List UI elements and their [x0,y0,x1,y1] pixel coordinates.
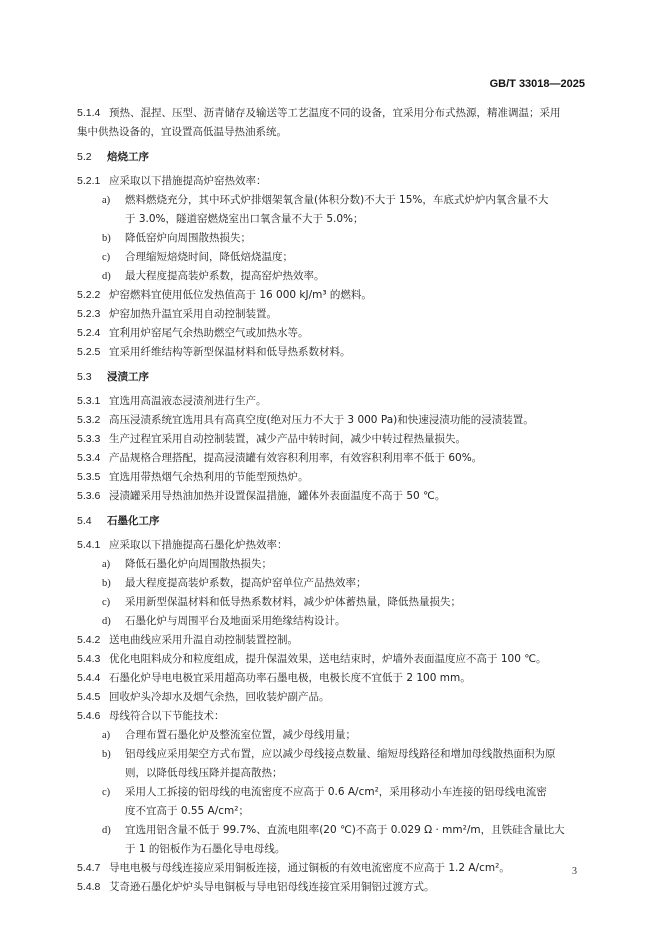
list-text: 最大程度提高装炉系数，提高炉窑单位产品热效率； [125,577,367,589]
clause-5-4-1 [77,536,597,555]
document-body [77,104,597,897]
clause-number: 5.4.2 [77,634,101,646]
list-text: 燃料燃烧充分，其中环式炉排烟架氧含量(体积分数)不大于 15%，车底式炉炉内氧含量不大 [125,194,549,206]
list-item-b [77,229,597,248]
list-item-d [77,821,597,840]
clause-number: 5.2.1 [77,175,101,187]
clause-5-3-2 [77,411,597,430]
list-marker: d) [102,616,111,627]
list-marker: a) [102,730,111,741]
list-text-continued: 于 3.0%，隧道窑燃烧室出口氧含量不大于 5.0%； [125,213,364,225]
list-item-b [77,745,597,764]
list-marker: d) [102,825,111,836]
list-text: 石墨化炉与周围平台及地面采用绝缘结构设计。 [125,615,346,627]
clause-text: 导电电极与母线连接应采用铜板连接，通过铜板的有效电流密度不应高于 1.2 A/cm²。 [109,862,510,874]
clause-5-3-4 [77,449,597,468]
clause-text: 产品规格合理搭配，提高浸渍罐有效容积利用率，有效容积利用率不低于 60%。 [109,452,483,464]
clause-text: 炉窑燃料宜使用低位发热值高于 16 000 kJ/m³ 的燃料。 [109,289,372,301]
clause-text: 应采取以下措施提高炉窑热效率： [109,175,267,187]
list-text: 合理缩短焙烧时间，降低焙烧温度； [125,251,293,263]
section-title: 浸渍工序 [107,371,149,383]
clause-5-3-3 [77,430,597,449]
clause-5-2-4 [77,324,597,343]
clause-text: 宜选用带热烟气余热利用的节能型预热炉。 [109,471,309,483]
clause-text: 石墨化炉导电电极宜采用超高功率石墨电极，电极长度不宜低于 2 100 mm。 [109,672,471,684]
clause-text: 宜选用高温液态浸渍剂进行生产。 [109,395,267,407]
clause-5-2-5 [77,343,597,362]
list-marker: a) [102,195,111,206]
section-heading-5-4 [77,512,597,531]
section-heading-5-3 [77,368,597,387]
section-title: 焙烧工序 [107,151,149,163]
clause-number: 5.4.3 [77,653,101,665]
clause-text: 高压浸渍系统宜选用具有高真空度(绝对压力不大于 3 000 Pa)和快速浸渍功能的浸渍装置。 [109,414,534,426]
list-item-d [77,267,597,286]
clause-text: 回收炉头冷却水及烟气余热，回收装炉副产品。 [109,691,330,703]
clause-5-4-4 [77,669,597,688]
clause-text: 炉窑加热升温宜采用自动控制装置。 [109,308,277,320]
clause-text: 应采取以下措施提高石墨化炉热效率： [109,539,288,551]
page-number: 3 [572,866,577,877]
list-item-d [77,612,597,631]
clause-5-4-8 [77,878,597,897]
clause-text: 浸渍罐采用导热油加热并设置保温措施，罐体外表面温度不高于 50 ℃。 [109,490,446,502]
list-text-continued: 于 1 的铝板作为石墨化导电母线。 [125,843,286,855]
list-marker: c) [102,252,111,263]
clause-number: 5.3.5 [77,471,101,483]
clause-number: 5.4.7 [77,862,101,874]
clause-number: 5.3.4 [77,452,101,464]
list-item-a [77,191,597,210]
clause-5-3-1 [77,392,597,411]
clause-number: 5.4.5 [77,691,101,703]
clause-number: 5.3.1 [77,395,101,407]
clause-number: 5.1.4 [77,107,101,119]
clause-5-4-7 [77,859,597,878]
list-item-c [77,783,597,802]
clause-number: 5.4.1 [77,539,101,551]
list-item-c [77,593,597,612]
list-text: 采用人工拆接的铝母线的电流密度不应高于 0.6 A/cm²，采用移动小车连接的铝母线电流密 [125,786,547,798]
list-text: 降低窑炉向周围散热损失； [125,232,251,244]
clause-text: 宜采用纤维结构等新型保温材料和低导热系数材料。 [109,346,351,358]
clause-text: 优化电阻料成分和粒度组成，提升保温效果，送电结束时，炉墙外表面温度应不高于 100 ℃。 [109,653,547,665]
list-text: 铝母线应采用架空方式布置，应以减少母线接点数量、缩短母线路径和增加母线散热面积为原 [125,748,556,760]
clause-5-3-6 [77,487,597,506]
clause-text-continued: 集中供热设备的，宜设置高低温导热油系统。 [77,126,287,138]
clause-5-1-4 [77,104,597,123]
clause-number: 5.2.2 [77,289,101,301]
clause-text: 生产过程宜采用自动控制装置，减少产品中转时间，减少中转过程热量损失。 [109,433,466,445]
clause-number: 5.2.4 [77,327,101,339]
list-text-continued: 度不宜高于 0.55 A/cm²； [125,805,249,817]
list-text: 宜选用铝含量不低于 99.7%、直流电阻率(20 ℃)不高于 0.029 Ω · mm²/m，且铁硅含量比大 [125,824,565,836]
section-number: 5.2 [77,151,92,163]
clause-number: 5.4.4 [77,672,101,684]
list-text: 降低石墨化炉向周围散热损失； [125,558,272,570]
clause-5-3-5 [77,468,597,487]
section-number: 5.3 [77,371,92,383]
clause-number: 5.2.5 [77,346,101,358]
section-heading-5-2 [77,148,597,167]
clause-5-4-5 [77,688,597,707]
list-marker: b) [102,578,111,589]
clause-number: 5.3.2 [77,414,101,426]
clause-text: 母线符合以下节能技术： [109,710,225,722]
section-title: 石墨化工序 [107,515,160,527]
list-text: 合理布置石墨化炉及整流室位置，减少母线用量； [125,729,356,741]
clause-number: 5.3.3 [77,433,101,445]
clause-text: 送电曲线应采用升温自动控制装置控制。 [109,634,298,646]
section-number: 5.4 [77,515,92,527]
list-text: 最大程度提高装炉系数，提高窑炉热效率。 [125,270,325,282]
list-text-continued: 则，以降低母线压降并提高散热； [125,767,283,779]
list-item-a [77,726,597,745]
list-marker: c) [102,597,111,608]
list-marker: d) [102,271,111,282]
list-marker: b) [102,233,111,244]
standard-code: GB/T 33018—2025 [489,78,585,90]
list-item-c [77,248,597,267]
clause-number: 5.2.3 [77,308,101,320]
clause-text: 宜利用炉窑尾气余热助燃空气或加热水等。 [109,327,309,339]
clause-5-2-3 [77,305,597,324]
list-marker: c) [102,787,111,798]
clause-5-2-2 [77,286,597,305]
clause-number: 5.4.8 [77,881,101,893]
clause-number: 5.4.6 [77,710,101,722]
list-item-a [77,555,597,574]
clause-5-4-2 [77,631,597,650]
list-item-b [77,574,597,593]
clause-text: 预热、混捏、压型、沥青储存及输送等工艺温度不同的设备，宜采用分布式热源，精准调温；采用 [109,107,561,119]
list-text: 采用新型保温材料和低导热系数材料，减少炉体蓄热量，降低热量损失； [125,596,461,608]
clause-text: 艾奇逊石墨化炉炉头导电铜板与导电铝母线连接宜采用铜铝过渡方式。 [109,881,435,893]
clause-number: 5.3.6 [77,490,101,502]
clause-5-4-3 [77,650,597,669]
list-marker: a) [102,559,111,570]
clause-5-4-6 [77,707,597,726]
list-marker: b) [102,749,111,760]
clause-5-2-1 [77,172,597,191]
